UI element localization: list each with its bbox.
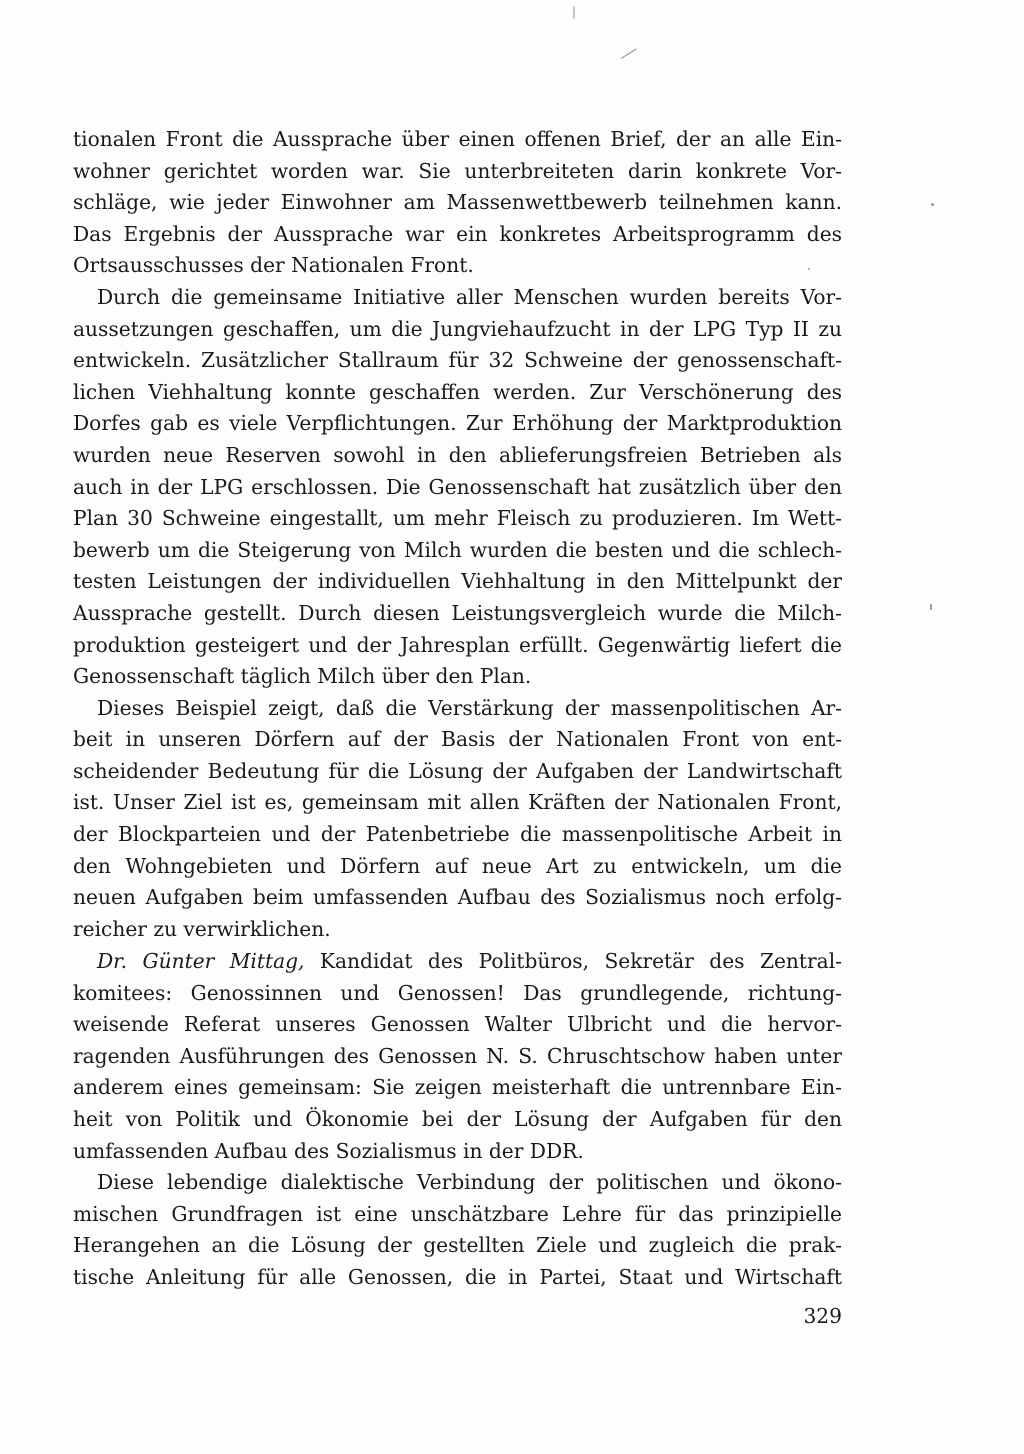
text-line: produktion gesteigert und der Jahresplan erfüllt. Gegenwärtig liefert die — [73, 632, 842, 657]
text-line: aussetzungen geschaffen, um die Jungviehaufzucht in der LPG Typ II zu — [73, 316, 842, 341]
text-line: ragenden Ausführungen des Genossen N. S. Chruschtschow haben unter — [73, 1043, 842, 1068]
speaker-line — [73, 946, 842, 978]
text-line: entwickeln. Zusätzlicher Stallraum für 32 Schweine der genossenschaft- — [73, 348, 842, 373]
text-line: mischen Grundfragen ist eine unschätzbare Lehre für das prinzipielle — [73, 1201, 842, 1226]
text-line: den Wohngebieten und Dörfern auf neue Art zu entwickeln, um die — [73, 853, 842, 878]
text-line: weisende Referat unseres Genossen Walter Ulbricht und die hervor- — [73, 1012, 842, 1037]
text-line: bewerb um die Steigerung von Milch wurden die besten und die schlech- — [73, 537, 842, 562]
text-line: Ortsausschusses der Nationalen Front. — [73, 253, 474, 278]
scan-speck — [931, 203, 934, 206]
text-line: tionalen Front die Aussprache über einen offenen Brief, der an alle Ein- — [73, 127, 842, 151]
speaker-title: Kandidat des Politbüros, Sekretär des Zentral- — [304, 949, 842, 973]
text-line: reicher zu verwirklichen. — [73, 916, 331, 941]
text-line: schläge, wie jeder Einwohner am Massenwettbewerb teilnehmen kann. — [73, 190, 842, 215]
scan-scratch-mark — [574, 7, 575, 19]
text-line: Genossenschaft täglich Milch über den Plan. — [73, 664, 532, 689]
text-line: beit in unseren Dörfern auf der Basis der Nationalen Front von ent- — [73, 727, 842, 752]
text-line: ist. Unser Ziel ist es, gemeinsam mit allen Kräften der Nationalen Front, — [73, 790, 842, 815]
text-line: lichen Viehhaltung konnte geschaffen werden. Zur Verschönerung des — [73, 379, 842, 404]
text-line: heit von Politik und Ökonomie bei der Lösung der Aufgaben für den — [73, 1106, 842, 1131]
speaker-name: Dr. Günter Mittag, — [97, 949, 305, 973]
text-line: der Blockparteien und der Patenbetriebe die massenpolitische Arbeit in — [73, 822, 842, 847]
body-text-block-1 — [73, 124, 842, 945]
text-line: testen Leistungen der individuellen Viehhaltung in den Mittelpunkt der — [73, 569, 842, 594]
scan-speck — [930, 604, 932, 610]
text-line: Diese lebendige dialektische Verbindung der politischen und ökono- — [97, 1170, 842, 1195]
text-line: wohner gerichtet worden war. Sie unterbreiteten darin konkrete Vor- — [73, 158, 842, 183]
text-line: Aussprache gestellt. Durch diesen Leistungsvergleich wurde die Milch- — [73, 600, 842, 625]
text-line: Das Ergebnis der Aussprache war ein konkretes Arbeitsprogramm des — [73, 221, 842, 246]
page-number: 329 — [803, 1304, 842, 1328]
body-text-block-2 — [73, 946, 842, 1294]
text-line: auch in der LPG erschlossen. Die Genossenschaft hat zusätzlich über den — [73, 474, 842, 499]
text-line: Dorfes gab es viele Verpflichtungen. Zur Erhöhung der Marktproduktion — [73, 411, 842, 436]
text-line: wurden neue Reserven sowohl in den ablieferungsfreien Betrieben als — [73, 442, 842, 467]
text-line: umfassenden Aufbau des Sozialismus in der DDR. — [73, 1138, 584, 1163]
text-line: Dieses Beispiel zeigt, daß die Verstärkung der massenpolitischen Ar- — [97, 695, 842, 720]
text-line: komitees: Genossinnen und Genossen! Das grundlegende, richtung- — [73, 980, 842, 1005]
text-line: scheidender Bedeutung für die Lösung der Aufgaben der Landwirtschaft — [73, 758, 842, 783]
text-line: tische Anleitung für alle Genossen, die in Partei, Staat und Wirtschaft — [73, 1264, 842, 1289]
text-line: anderem eines gemeinsam: Sie zeigen meisterhaft die untrennbare Ein- — [73, 1075, 842, 1100]
scan-scratch-mark — [621, 49, 637, 59]
text-line: Plan 30 Schweine eingestallt, um mehr Fleisch zu produzieren. Im Wett- — [73, 506, 842, 531]
text-line: Durch die gemeinsame Initiative aller Menschen wurden bereits Vor- — [97, 284, 842, 309]
text-line: Herangehen an die Lösung der gestellten Ziele und zugleich die prak- — [73, 1233, 842, 1258]
text-line: neuen Aufgaben beim umfassenden Aufbau des Sozialismus noch erfolg- — [73, 885, 842, 910]
